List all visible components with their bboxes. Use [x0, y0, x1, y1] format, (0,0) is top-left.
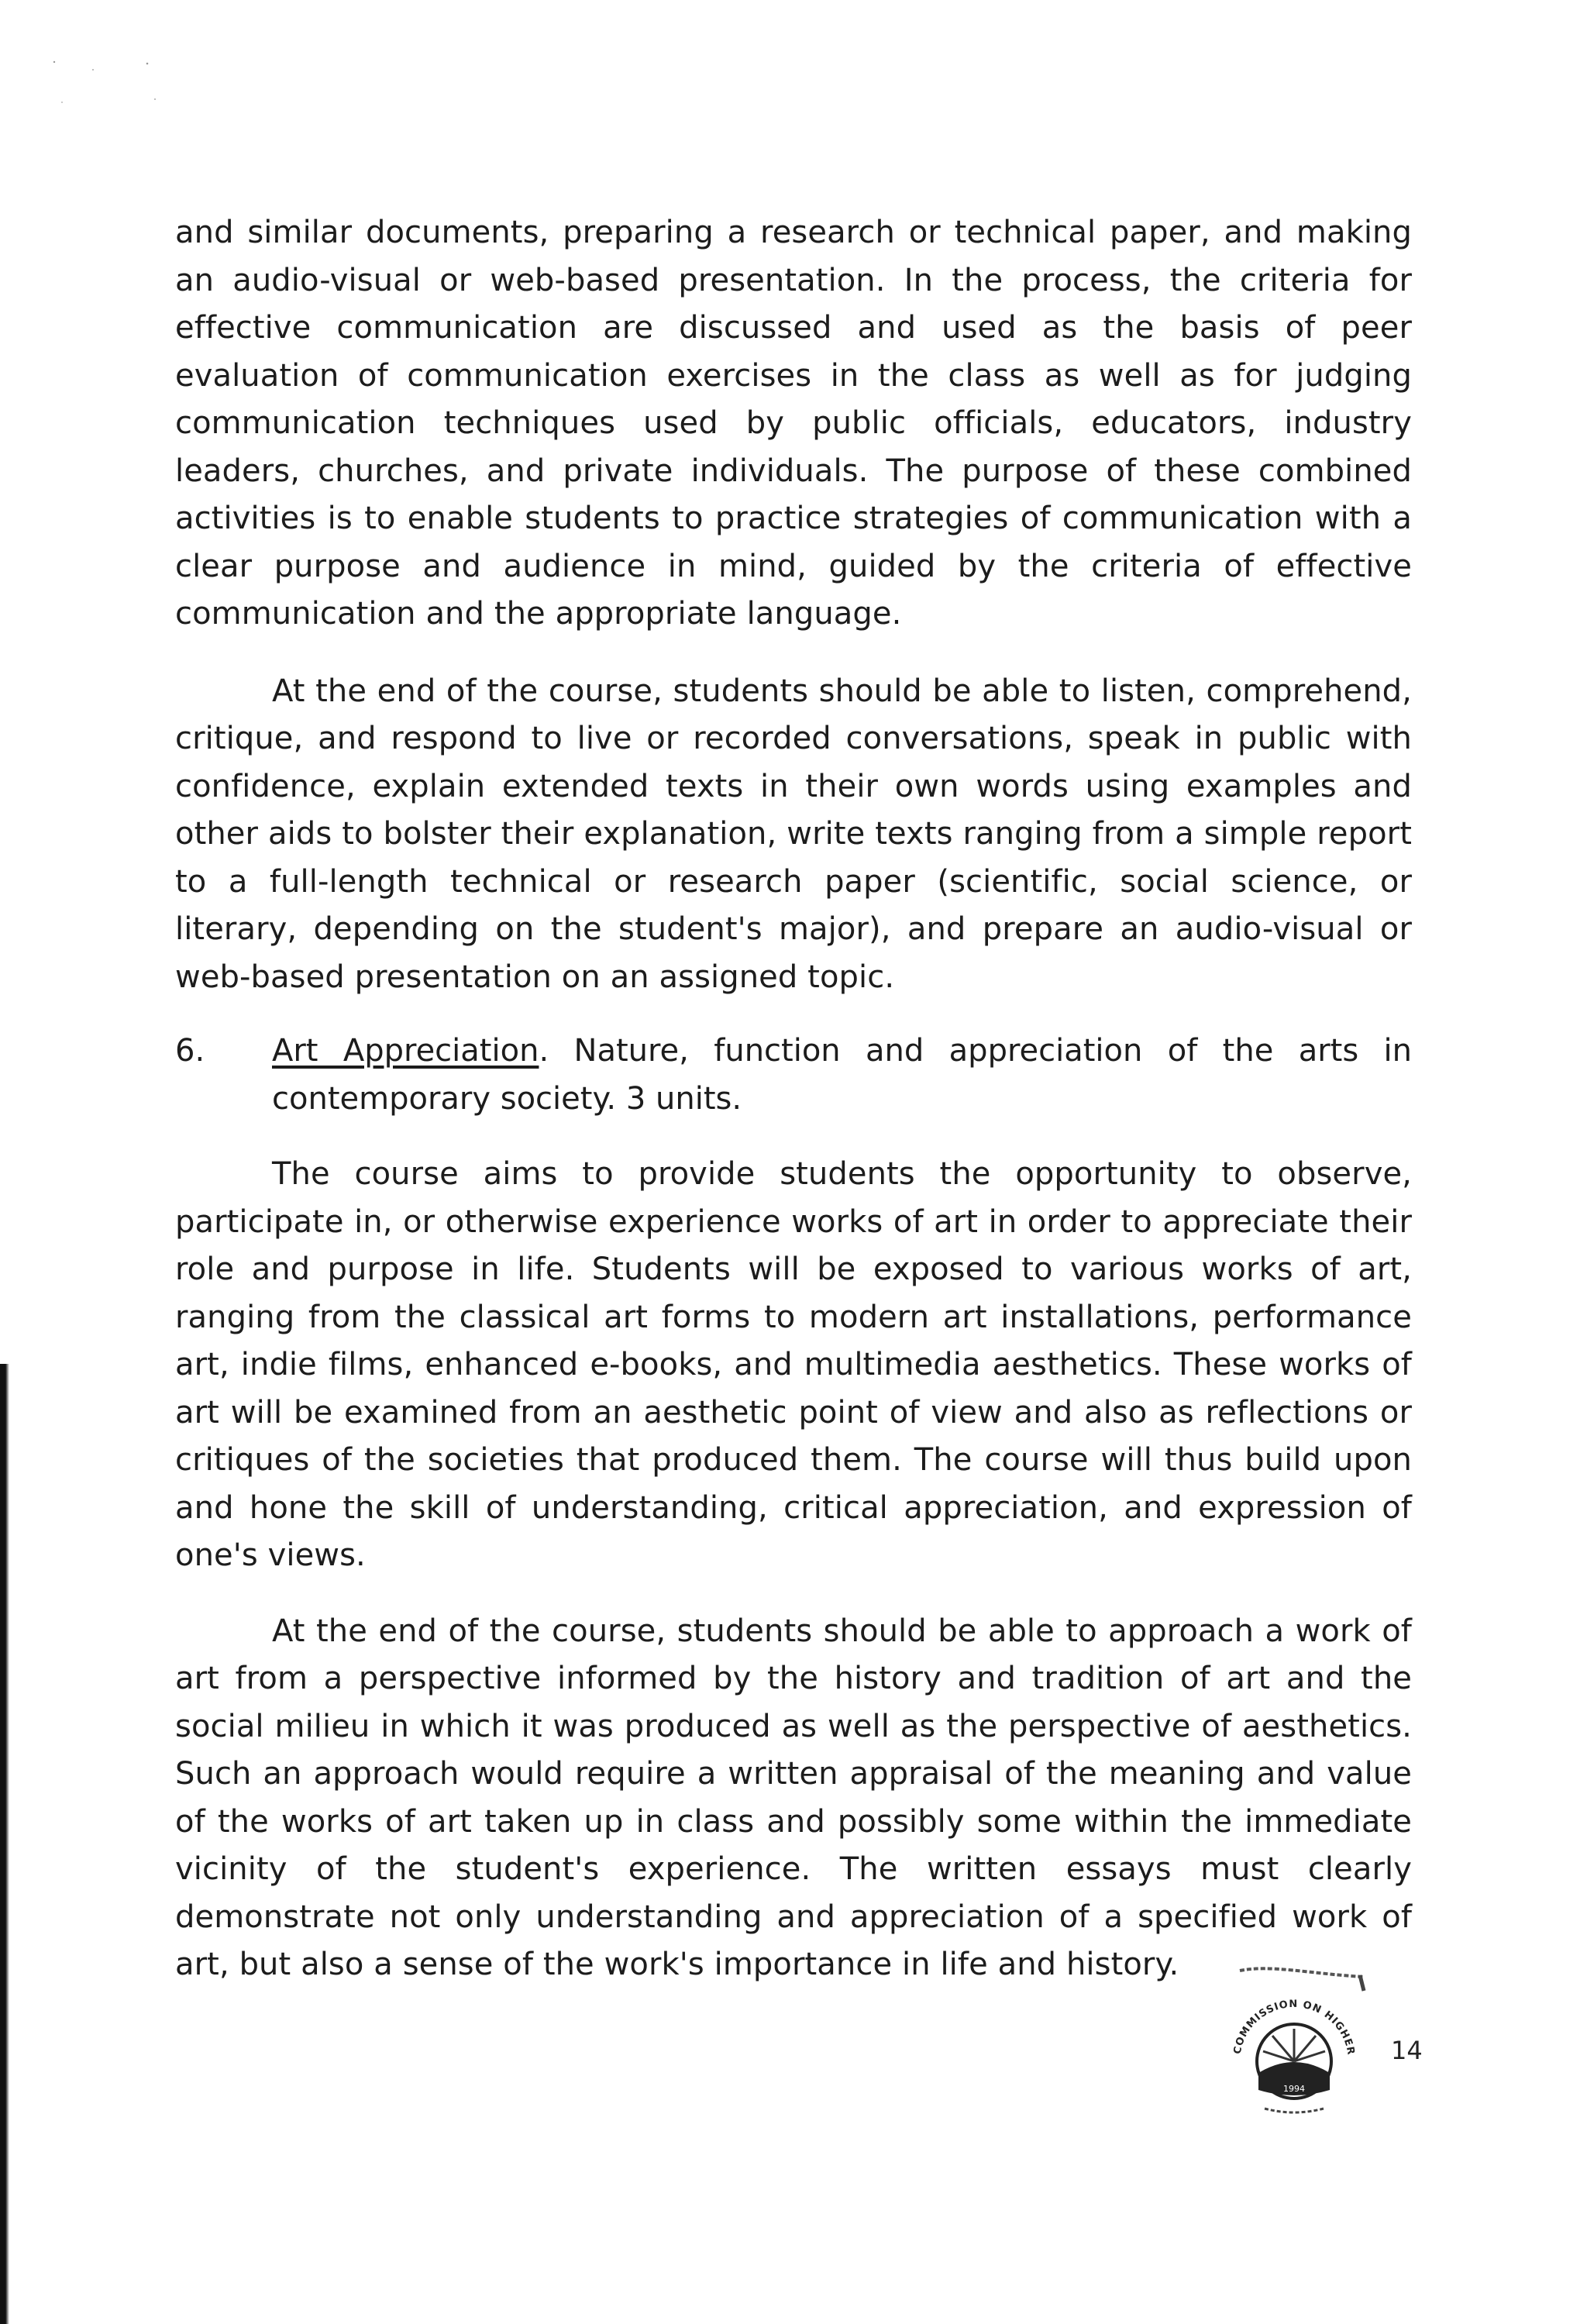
paragraph-communication-outcomes: At the end of the course, students should be able to listen, comprehend, critique, and respond to live or recorded conversations, speak in public with confidence, explain extended texts in their own words using examples and other aids to bolster their explanation, write texts ranging from a simple report to a full-length technical or research paper (scientific, social science, or literary, depending on the student's major), and prepare an audio-visual or web-based presentation on an assigned topic.	[175, 673, 1412, 995]
scan-specks	[46, 54, 170, 116]
scan-edge-shadow	[0, 1364, 9, 2324]
ched-seal-icon	[1209, 1964, 1379, 2119]
svg-text:COMMISSION ON HIGHER EDUCATION	[1209, 1964, 1357, 2061]
seal-year: 1994	[1283, 2084, 1305, 2094]
paragraph-communication-activities: and similar documents, preparing a research or technical paper, and making an audio-visual or web-based presentation. In the process, the criteria for effective communication are discussed and used as the basis of peer evaluation of communication exercises in the class as well as for judging communication techniques used by public officials, educators, industry leaders, churches, and private individuals. The purpose of these combined activities is to enable students to practice strategies of communication with a clear purpose and audience in mind, guided by the criteria of effective communication and the appropriate language.	[175, 215, 1412, 632]
item-number: 6.	[175, 1033, 205, 1069]
item-body	[272, 1028, 1412, 1123]
document-page	[175, 209, 1412, 1989]
seal-text: COMMISSION ON HIGHER	[1231, 1998, 1357, 2057]
paragraph-art-appreciation-aims: The course aims to provide students the opportunity to observe, participate in, or otherwise experience works of art in order to appreciate their role and purpose in life. Students will be exposed to various works of art, ranging from the classical art forms to modern art installations, performance art, indie films, enhanced e-books, and multimedia aesthetics. These works of art will be examined from an aesthetic point of view and also as reflections or critiques of the societies that produced them. The course will thus build upon and hone the skill of understanding, critical appreciation, and expression of one's views.	[175, 1156, 1412, 1573]
course-title: Art Appreciation	[272, 1033, 539, 1069]
course-description: . Nature, function and appreciation of the arts in contemporary society. 3 units.	[272, 1033, 1413, 1117]
course-item-art-appreciation	[175, 1028, 1412, 1123]
paragraph-art-appreciation-outcomes: At the end of the course, students should be able to approach a work of art from a perspective informed by the history and tradition of art and the social milieu in which it was produced as well as the perspective of aesthetics. Such an approach would require a written appraisal of the meaning and value of the works of art taken up in class and possibly some within the immediate vicinity of the student's experience. The written essays must clearly demonstrate not only understanding and appreciation of a specified work of art, but also a sense of the work's importance in life and history.	[175, 1613, 1412, 1982]
ched-seal-stamp	[1209, 1964, 1379, 2119]
page-number: 14	[1391, 2036, 1423, 2065]
